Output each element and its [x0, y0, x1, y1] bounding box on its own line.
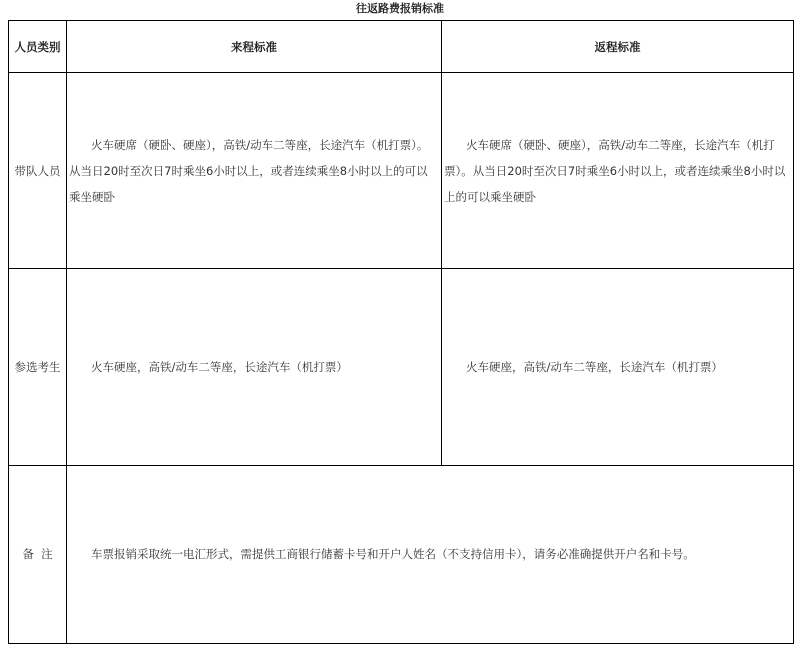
document-title: 往返路费报销标准: [356, 2, 444, 15]
table-row-remark: [9, 465, 794, 643]
table-row-team-leader: [9, 73, 794, 269]
return-standard-cell: [442, 73, 794, 269]
return-standard-text: 火车硬席（硬卧、硬座），高铁/动车二等座，长途汽车（机打票）。从当日20时至次日7时乘坐6小时以上，或者连续乘坐8小时以上的可以乘坐硬卧: [444, 137, 786, 204]
header-outbound-standard: 来程标准: [67, 21, 442, 73]
return-standard-text: 火车硬座，高铁/动车二等座，长途汽车（机打票）: [466, 360, 723, 375]
remark-label-cell: 备 注: [9, 465, 67, 643]
category-cell: 参选考生: [9, 269, 67, 465]
category-cell: 带队人员: [9, 73, 67, 269]
remark-text-cell: [67, 465, 794, 643]
outbound-standard-text: 火车硬席（硬卧、硬座），高铁/动车二等座，长途汽车（机打票）。从当日20时至次日7时乘坐6小时以上，或者连续乘坐8小时以上的可以乘坐硬卧: [69, 137, 429, 204]
remark-text: 车票报销采取统一电汇形式，需提供工商银行储蓄卡号和开户人姓名（不支持信用卡），请务必准确提供开户名和卡号。: [91, 547, 695, 562]
header-category: 人员类别: [9, 21, 67, 73]
outbound-standard-text: 火车硬座，高铁/动车二等座，长途汽车（机打票）: [91, 360, 348, 375]
outbound-standard-cell: [67, 73, 442, 269]
table-row-candidate: [9, 269, 794, 465]
reimbursement-standard-table: [8, 20, 794, 644]
return-standard-cell: [442, 269, 794, 465]
table-header-row: [9, 21, 794, 73]
outbound-standard-cell: [67, 269, 442, 465]
header-return-standard: 返程标准: [442, 21, 794, 73]
